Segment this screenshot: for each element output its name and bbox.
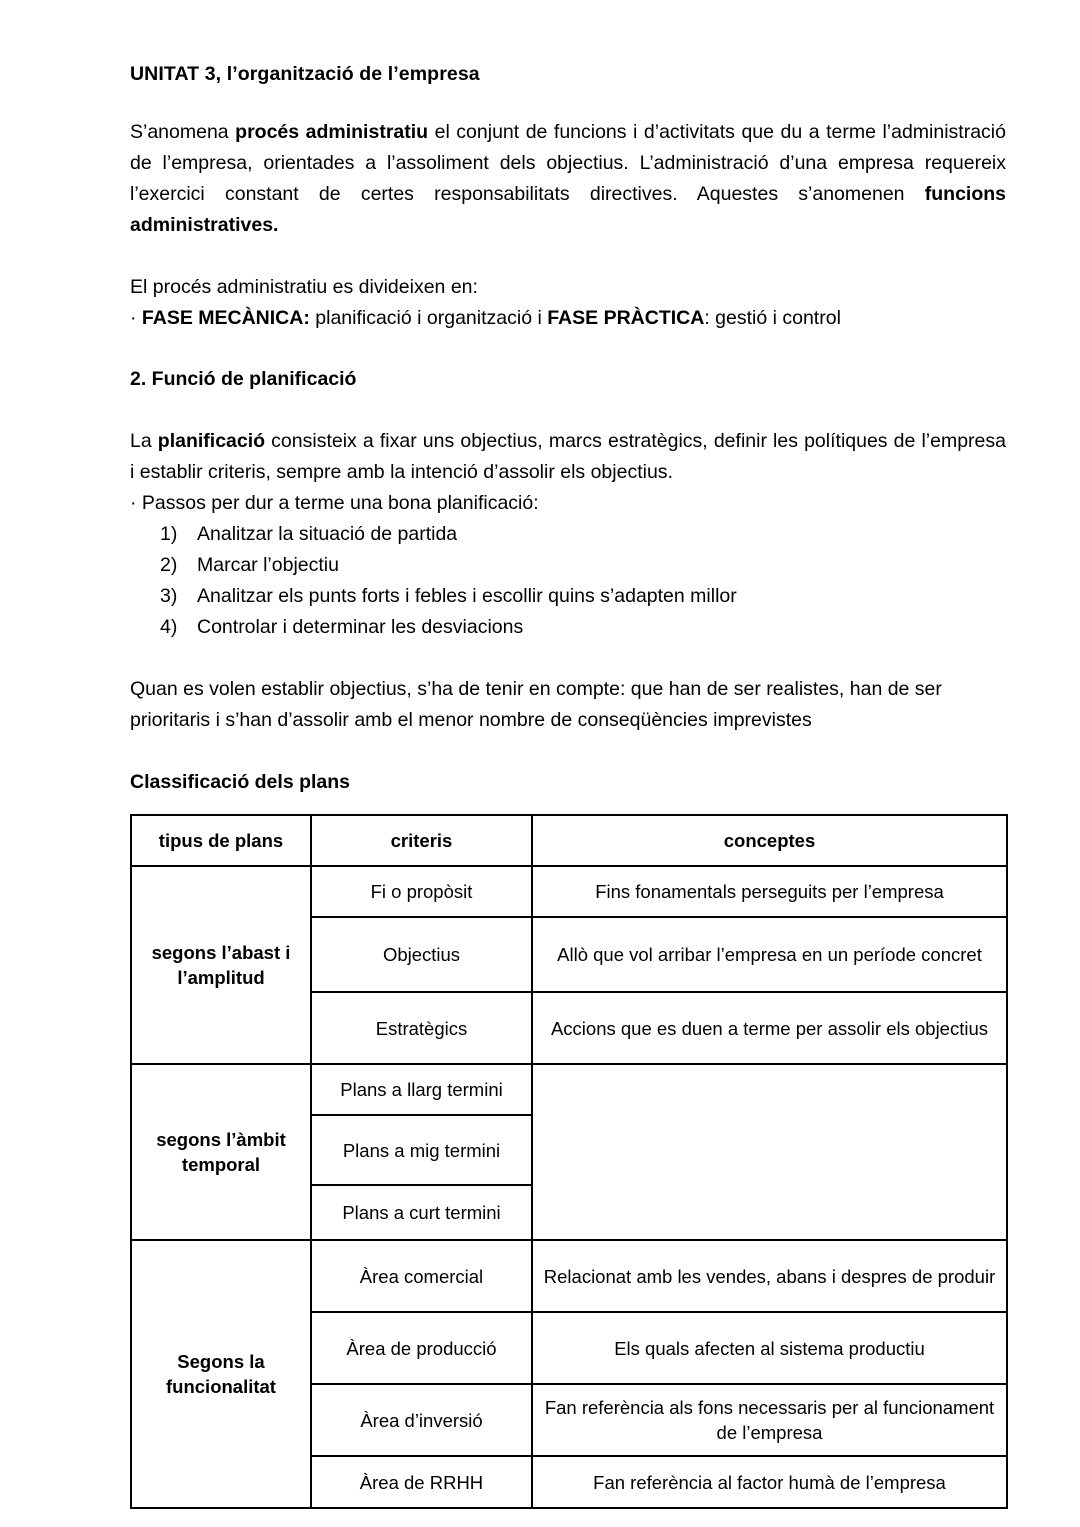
criteri-cell: Àrea comercial [311,1240,532,1312]
group-label-ambit-temporal: segons l’àmbit temporal [131,1064,311,1240]
group-label-abast: segons l’abast i l’amplitud [131,866,311,1064]
spacer [130,736,1006,767]
table-row [131,866,1007,917]
section-heading-planificacio: 2. Funció de planificació [130,368,357,391]
concepte-cell: Fan referència al factor humà de l’empresa [532,1456,1007,1508]
para1-part1: S’anomena [130,121,236,144]
paragraph-proces-administratiu [130,117,1006,241]
list-item-number: 4) [160,616,178,639]
list-item-label: Analitzar la situació de partida [197,523,458,546]
list-item-number: 2) [160,554,178,577]
para3-bold1: planificació [157,430,266,453]
column-header-conceptes: conceptes [532,815,1007,866]
criteri-cell: Àrea de RRHH [311,1456,532,1508]
spacer [130,798,1006,814]
concepte-cell: Allò que vol arribar l’empresa en un període concret [532,917,1007,992]
list-item-label: Analitzar els punts forts i febles i escollir quins s’adapten millor [197,585,737,608]
column-header-criteris: criteris [311,815,532,866]
concepte-cell: Accions que es duen a terme per assolir els objectius [532,992,1007,1064]
column-header-tipus: tipus de plans [131,815,311,866]
table-row [131,1064,1007,1115]
table-row [131,1240,1007,1312]
criteri-cell: Àrea de producció [311,1312,532,1384]
spacer [130,86,1006,117]
concepte-cell: Els quals afecten al sistema productiu [532,1312,1007,1384]
criteri-cell: Plans a mig termini [311,1115,532,1185]
spacer [130,241,1006,272]
list-item [130,519,1006,550]
spacer [130,643,1006,674]
paragraph-objectius-realistes: Quan es volen establir objectius, s’ha de tenir en compte: que han de ser realistes, han de ser prioritaris i s’han d’assolir amb el menor nombre de conseqüències imprevistes [130,678,942,732]
list-item-number: 1) [160,523,178,546]
list-item-label: Controlar i determinar les desviacions [197,616,524,639]
document-body [130,62,1006,1509]
plans-table-wrapper [130,814,1006,1509]
criteri-cell: Estratègics [311,992,532,1064]
list-item [130,581,1006,612]
concepte-cell: Fan referència als fons necessaris per al funcionament de l’empresa [532,1384,1007,1456]
concepte-cell: Relacionat amb les vendes, abans i despres de produir [532,1240,1007,1312]
criteri-cell: Plans a curt termini [311,1185,532,1240]
section-heading-classificacio: Classificació dels plans [130,771,351,794]
spacer [130,334,1006,364]
spacer [130,395,1006,426]
criteri-cell: Objectius [311,917,532,992]
list-item [130,612,1006,643]
para1-bold1: procés administratiu [235,121,429,144]
list-item-label: Marcar l’objectiu [197,554,339,577]
criteri-cell: Fi o propòsit [311,866,532,917]
page-title: UNITAT 3, l’organització de l’empresa [130,63,480,85]
paragraph-divisio: El procés administratiu es divideixen en: [130,276,478,299]
bullet-marker: · [130,307,137,330]
phases-tail: : gestió i control [704,307,841,330]
concepte-cell-empty [532,1064,1007,1240]
para1-bold2: funcions administratives. [130,183,1006,237]
fase-practica-label: FASE PRÀCTICA [547,307,705,330]
group-label-funcionalitat: Segons la funcionalitat [131,1240,311,1508]
list-item-number: 3) [160,585,178,608]
criteri-cell: Àrea d’inversió [311,1384,532,1456]
phases-line [130,303,1006,334]
list-item [130,550,1006,581]
table-header-row [131,815,1007,866]
steps-list [130,519,1006,643]
phases-middle: planificació i organització i [309,307,548,330]
para3-part1: La [130,430,158,453]
para3-part2: consisteix a fixar uns objectius, marcs estratègics, definir les polítiques de l’empresa i establir criteris, sempre amb la intenció d’assolir els objectius. [130,430,1006,484]
steps-intro: · Passos per dur a terme una bona planificació: [130,492,539,515]
criteri-cell: Plans a llarg termini [311,1064,532,1115]
fase-mecanica-label: FASE MECÀNICA: [141,307,310,330]
plans-table [130,814,1008,1509]
paragraph-planificacio [130,426,1006,488]
concepte-cell: Fins fonamentals perseguits per l’empresa [532,866,1007,917]
para1-part2: el conjunt de funcions i d’activitats que du a terme l’administració de l’empresa, orientades a l’assoliment dels objectius. L’administració d’una empresa requereix l’exercici constant de certes responsabilitats directives. Aquestes s’anomenen [130,121,1006,206]
